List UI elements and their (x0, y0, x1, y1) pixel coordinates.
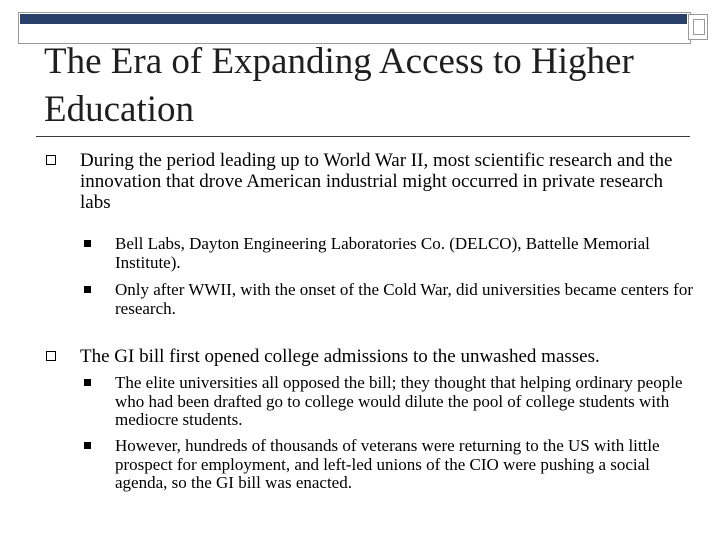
filled-square-bullet-icon (84, 442, 91, 449)
sub-bullet-text: Bell Labs, Dayton Engineering Laboratories Co. (DELCO), Battelle Memorial Institute). (115, 234, 650, 272)
filled-square-bullet-icon (84, 240, 91, 247)
sub-bullet-text: However, hundreds of thousands of veterans were returning to the US with little prospect for employment, and left-led unions of the CIO were pushing a social agenda, so the GI bill was enacted. (115, 436, 660, 492)
filled-square-bullet-icon (84, 286, 91, 293)
filled-square-bullet-icon (84, 379, 91, 386)
bullet-text: The GI bill first opened college admissions to the unwashed masses. (80, 346, 600, 367)
sub-bullet-text: Only after WWII, with the onset of the Cold War, did universities became centers for research. (115, 280, 693, 318)
bullet-text: During the period leading up to World War II, most scientific research and the innovation that drove American industrial might occurred in private research labs (80, 150, 673, 213)
slide-title: The Era of Expanding Access to Higher Education (44, 41, 634, 130)
sub-bullet-text: The elite universities all opposed the bill; they thought that helping ordinary people who had been drafted go to college would dilute the pool of college students with mediocre students. (115, 373, 683, 429)
hollow-square-bullet-icon (46, 351, 56, 361)
hollow-square-bullet-icon (46, 155, 56, 165)
